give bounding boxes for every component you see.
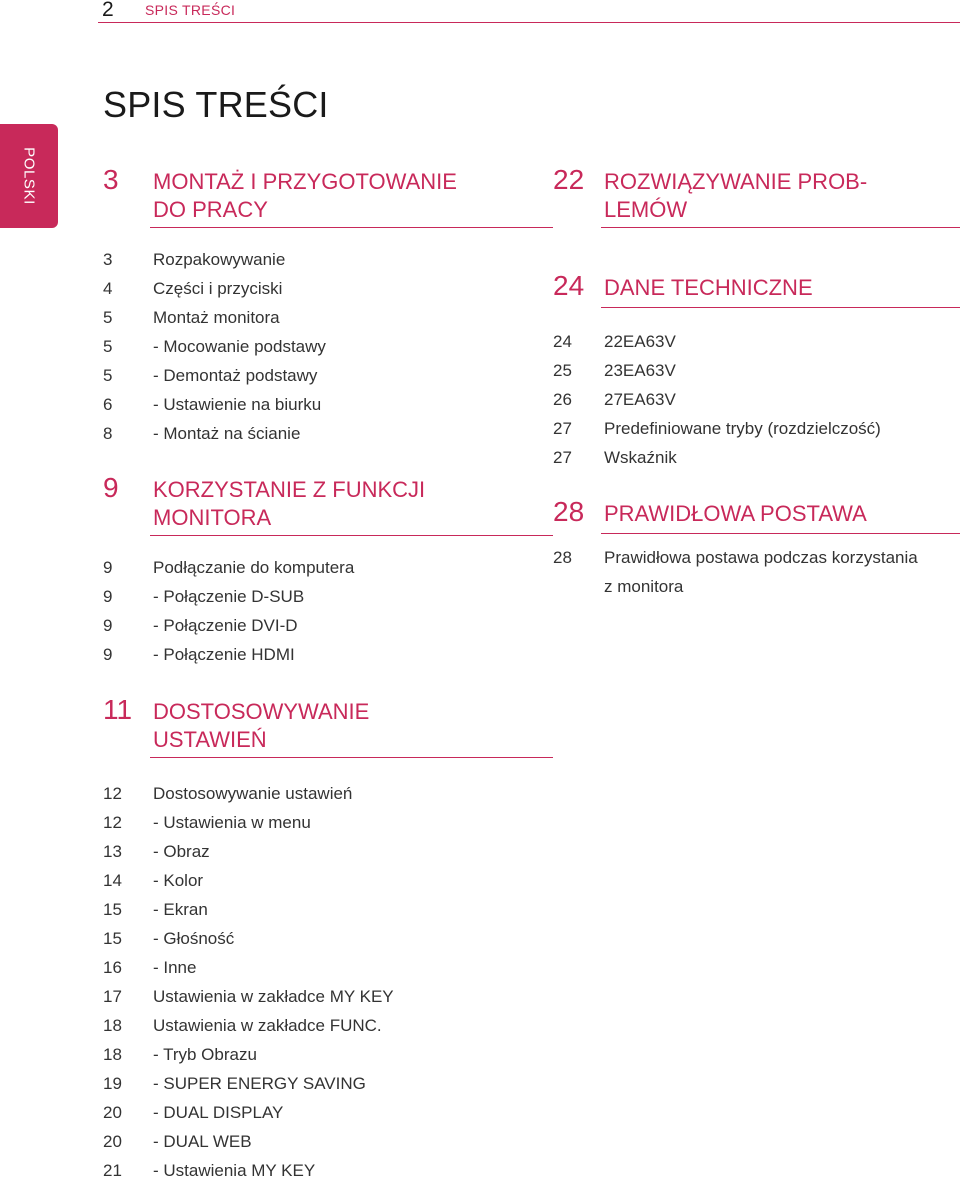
toc-entry-page: 8 (103, 424, 113, 443)
section-number[interactable]: 3 (103, 164, 119, 195)
toc-entry-label: Dostosowywanie ustawień (153, 784, 353, 803)
toc-entry-page: 27 (553, 419, 572, 438)
toc-entry-label: - Montaż na ścianie (153, 424, 301, 443)
toc-entry-page: 13 (103, 842, 122, 861)
language-tab-label: POLSKI (20, 147, 38, 205)
running-title: SPIS TREŚCI (145, 2, 236, 18)
section-title[interactable]: MONTAŻ I PRZYGOTOWANIE (153, 169, 457, 194)
toc-entry-label: Montaż monitora (153, 308, 280, 327)
header-rule (98, 22, 960, 23)
toc-entry-label: - Ustawienie na biurku (153, 395, 322, 414)
toc-entry-page: 19 (103, 1074, 122, 1093)
section-title[interactable]: DO PRACY (153, 197, 268, 222)
toc-entry-page: 6 (103, 395, 113, 414)
toc-entry-page: 14 (103, 871, 122, 890)
toc-entry-page: 20 (103, 1103, 122, 1122)
section-number[interactable]: 28 (553, 496, 585, 527)
toc-entry-label: - Głośność (153, 929, 235, 948)
toc-entry-label: Podłączanie do komputera (153, 558, 355, 577)
toc-entry-page: 3 (103, 250, 113, 269)
section-rule (601, 227, 960, 228)
toc-entry-label: - Połączenie DVI-D (153, 616, 298, 635)
section-title[interactable]: DANE TECHNICZNE (604, 275, 813, 300)
section-title[interactable]: DOSTOSOWYWANIE (153, 699, 370, 724)
section-title[interactable]: USTAWIEŃ (153, 727, 267, 752)
toc-entry-page: 24 (553, 332, 572, 351)
toc-entry-label: - DUAL DISPLAY (153, 1103, 284, 1122)
section-title[interactable]: MONITORA (153, 505, 272, 530)
toc-entry-label: Ustawienia w zakładce MY KEY (153, 987, 394, 1006)
toc-entry-page: 9 (103, 587, 113, 606)
toc-entry-label: 22EA63V (604, 332, 676, 351)
section-rule (150, 757, 553, 758)
toc-entry-label: Części i przyciski (153, 279, 283, 298)
section-rule (150, 535, 553, 536)
toc-entry-page: 9 (103, 616, 113, 635)
toc-entry-page: 26 (553, 390, 572, 409)
toc-entry-page: 18 (103, 1016, 122, 1035)
toc-entry-label: - Ustawienia MY KEY (153, 1161, 316, 1180)
toc-entry-label: - DUAL WEB (153, 1132, 252, 1151)
section-number[interactable]: 22 (553, 164, 585, 195)
section-title[interactable]: ROZWIĄZYWANIE PROB- (604, 169, 868, 194)
language-tab (0, 124, 58, 228)
toc-entry-label: Predefiniowane tryby (rozdzielczość) (604, 419, 881, 438)
toc-entry-label: - Demontaż podstawy (153, 366, 318, 385)
section-title[interactable]: LEMÓW (604, 197, 688, 222)
toc-entry-label: Wskaźnik (604, 448, 677, 467)
toc-entry-page: 9 (103, 645, 113, 664)
toc-entry-label: Rozpakowywanie (153, 250, 286, 269)
page-number: 2 (102, 0, 114, 21)
toc-entry-label: 23EA63V (604, 361, 676, 380)
toc-entry-page: 21 (103, 1161, 122, 1180)
toc-entry-label: Prawidłowa postawa podczas korzystania (604, 548, 918, 567)
toc-entry-page: 17 (103, 987, 122, 1006)
toc-entry-page: 9 (103, 558, 113, 577)
toc-entry-label: - Mocowanie podstawy (153, 337, 326, 356)
section-number[interactable]: 11 (103, 694, 133, 725)
toc-entry-label: - Połączenie D-SUB (153, 587, 305, 606)
toc-entry-label: Ustawienia w zakładce FUNC. (153, 1016, 382, 1035)
toc-entry-label: - Ustawienia w menu (153, 813, 311, 832)
toc-entry-label: 27EA63V (604, 390, 676, 409)
section-title[interactable]: PRAWIDŁOWA POSTAWA (604, 501, 867, 526)
section-number[interactable]: 9 (103, 472, 119, 503)
toc-entry-label: - Obraz (153, 842, 210, 861)
toc-entry-page: 5 (103, 308, 113, 327)
section-rule (150, 227, 553, 228)
section-title[interactable]: KORZYSTANIE Z FUNKCJI (153, 477, 426, 502)
toc-entry-page: 27 (553, 448, 572, 467)
toc-entry-page: 15 (103, 929, 122, 948)
toc-entry-page: 18 (103, 1045, 122, 1064)
toc-entry-page: 28 (553, 548, 572, 567)
toc-entry-label: z monitora (604, 577, 684, 596)
section-rule (601, 307, 960, 308)
toc-entry-page: 25 (553, 361, 572, 380)
toc-entry-page: 20 (103, 1132, 122, 1151)
toc-entry-page: 12 (103, 813, 122, 832)
page-header (0, 0, 960, 26)
page-title: SPIS TREŚCI (103, 84, 329, 125)
toc-entry-label: - Połączenie HDMI (153, 645, 295, 664)
toc-entry-label: - SUPER ENERGY SAVING (153, 1074, 366, 1093)
toc-entry-label: - Inne (153, 958, 197, 977)
toc-entry-page: 5 (103, 337, 113, 356)
toc-entry-page: 5 (103, 366, 113, 385)
toc-entry-page: 16 (103, 958, 122, 977)
toc-entry-page: 4 (103, 279, 113, 298)
toc-entry-label: - Kolor (153, 871, 204, 890)
toc-entry-page: 15 (103, 900, 122, 919)
section-rule (601, 533, 960, 534)
section-number[interactable]: 24 (553, 270, 585, 301)
toc-entry-label: - Tryb Obrazu (153, 1045, 257, 1064)
toc-entry-page: 12 (103, 784, 122, 803)
toc-entry-label: - Ekran (153, 900, 208, 919)
